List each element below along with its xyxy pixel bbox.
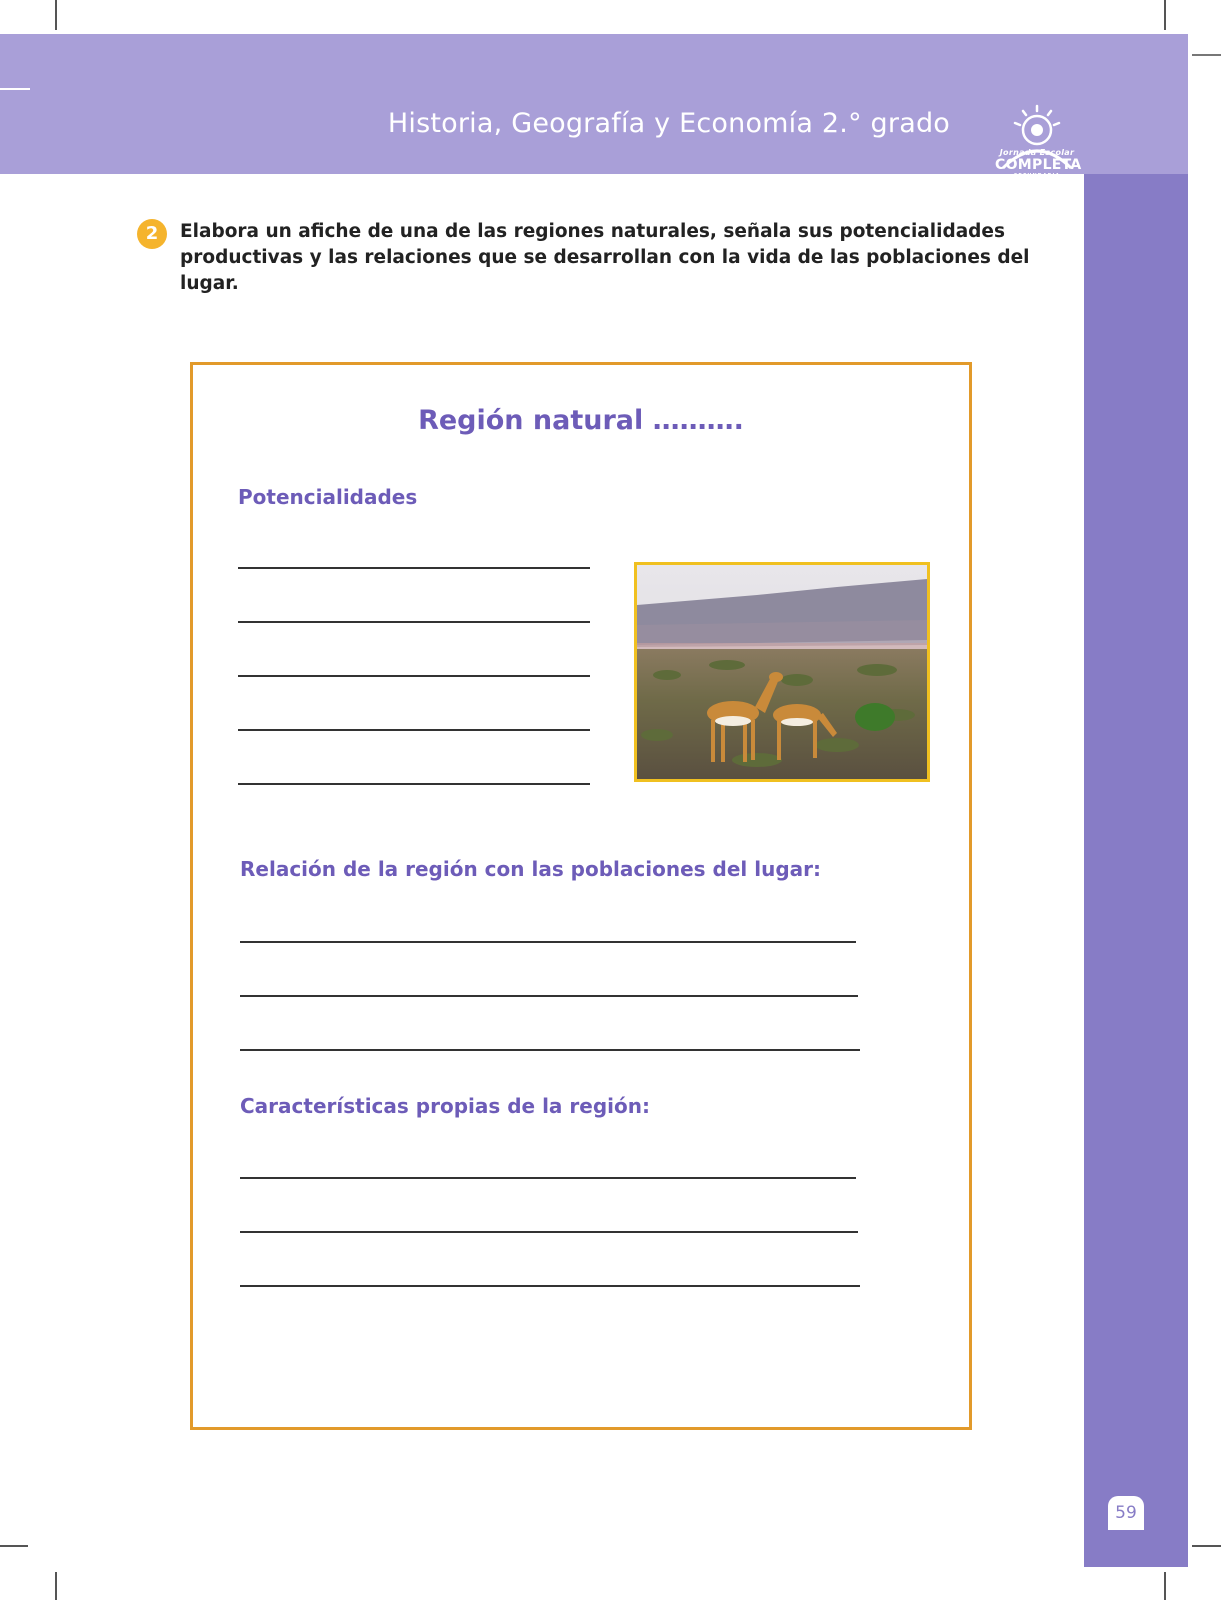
logo-text xyxy=(995,148,1082,180)
potencialidades-line-1[interactable] xyxy=(238,567,590,569)
page-title: Historia, Geografía y Economía 2.° grado xyxy=(387,108,950,139)
crop-mark-top-left xyxy=(55,0,57,30)
page-header xyxy=(0,34,1188,179)
exercise-number-badge: 2 xyxy=(137,219,167,249)
caracteristicas-label: Características propias de la región: xyxy=(240,1094,650,1118)
crop-mark-bottom-left xyxy=(55,1572,57,1600)
logo-text-bottom: SECUNDARIA xyxy=(1013,173,1061,179)
potencialidades-label: Potencialidades xyxy=(238,485,418,509)
jornada-escolar-logo xyxy=(995,94,1082,186)
crop-mark-right-bottom-h xyxy=(1192,1545,1221,1547)
page-number: 59 xyxy=(1108,1496,1144,1530)
poster-frame xyxy=(190,362,972,1430)
crop-mark-top-right xyxy=(1164,0,1166,30)
header-rule xyxy=(0,88,30,90)
side-band xyxy=(1084,174,1188,1567)
relacion-label: Relación de la región con las poblaciones del lugar: xyxy=(240,857,821,881)
vicuna-landscape-icon xyxy=(637,565,927,779)
relacion-line-2[interactable] xyxy=(240,995,858,997)
potencialidades-line-3[interactable] xyxy=(238,675,590,677)
logo-text-main: COMPLETA xyxy=(995,157,1082,173)
crop-mark-left-bottom-h xyxy=(0,1545,28,1547)
logo-text-top: Jornada Escolar xyxy=(999,148,1075,157)
header-rule-right xyxy=(1192,54,1221,56)
caracteristicas-line-3[interactable] xyxy=(240,1285,860,1287)
caracteristicas-line-2[interactable] xyxy=(240,1231,858,1233)
vicuna-photo xyxy=(634,562,930,782)
poster-title: Región natural ………. xyxy=(418,405,744,436)
potencialidades-line-4[interactable] xyxy=(238,729,590,731)
relacion-line-1[interactable] xyxy=(240,941,856,943)
potencialidades-line-2[interactable] xyxy=(238,621,590,623)
exercise-instruction: Elabora un afiche de una de las regiones naturales, señala sus potencialidades productivas y las relaciones que se desarrollan con la vida de las poblaciones del lugar. xyxy=(180,221,1030,294)
relacion-line-3[interactable] xyxy=(240,1049,860,1051)
potencialidades-line-5[interactable] xyxy=(238,783,590,785)
crop-mark-bottom-right xyxy=(1164,1572,1166,1600)
caracteristicas-line-1[interactable] xyxy=(240,1177,856,1179)
